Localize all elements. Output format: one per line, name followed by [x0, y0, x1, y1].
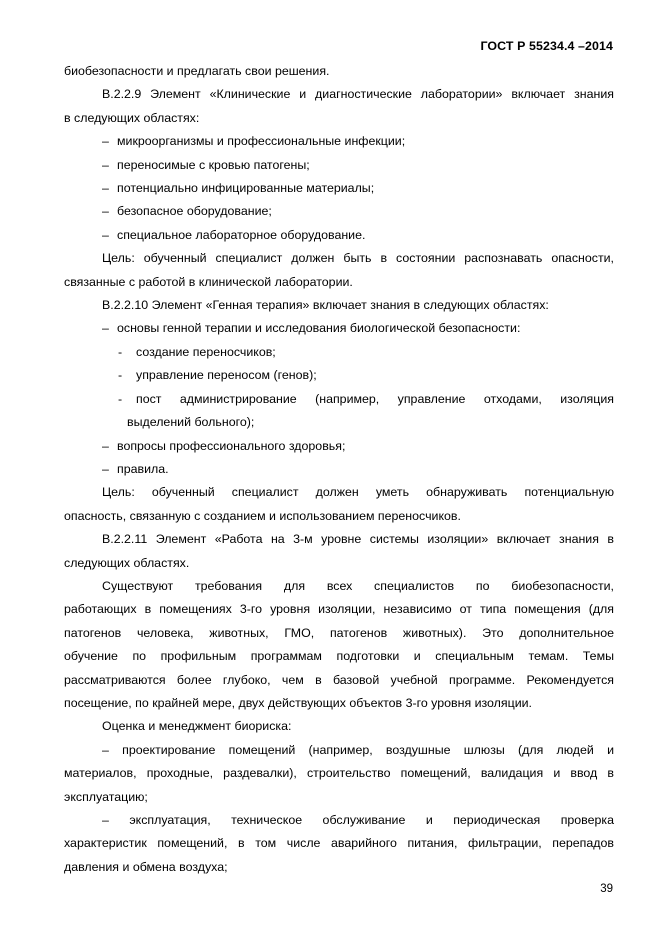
dash-marker: - [118, 368, 123, 383]
text-line: эксплуатацию; [64, 789, 148, 804]
dash-marker: – [102, 227, 109, 242]
text-line: Цель: обученный специалист должен быть в состоянии распознавать опасности, [102, 251, 614, 266]
dash-marker: – [102, 438, 109, 453]
text-line: биобезопасности и предлагать свои решения. [64, 64, 330, 78]
text-line: – проектирование помещений (например, воздушные шлюзы (для людей и [102, 742, 614, 757]
list-item: – переносимые с кровью патогены; [64, 154, 614, 177]
text-line: Существуют требования для всех специалистов по биобезопасности, [102, 578, 614, 593]
text-line: связанные с работой в клинической лаборатории. [64, 274, 353, 289]
sub-list-item: - пост администрирование (например, управление отходами, изоляция [64, 388, 614, 411]
text-line: рассматриваются более глубоко, чем в базовой учебной программе. Рекомендуется [64, 672, 614, 687]
list-item: – потенциально инфицированные материалы; [64, 177, 614, 200]
list-item: – микроорганизмы и профессиональные инфекции; [64, 130, 614, 153]
text-line: давления и обмена воздуха; [64, 859, 228, 874]
list-item: – правила. [64, 458, 614, 481]
document-body [64, 60, 614, 879]
text-line: патогенов человека, животных, ГМО, патогенов животных). Это дополнительное [64, 625, 614, 640]
dash-marker: – [102, 461, 109, 476]
sub-list-item: - управление переносом (генов); [64, 364, 614, 387]
text-line: опасность, связанную с созданием и использованием переносчиков. [64, 508, 461, 523]
document-header: ГОСТ Р 55234.4 –2014 [480, 39, 613, 53]
dash-marker: - [118, 391, 123, 406]
text-line: характеристик помещений, в том числе аварийного питания, фильтрации, перепадов [64, 836, 614, 851]
text-line: – эксплуатация, техническое обслуживание и периодическая проверка [102, 813, 614, 827]
dash-marker: – [102, 134, 109, 149]
dash-marker: - [118, 344, 123, 359]
text-line: посещение, по крайней мере, двух действующих объектов 3-го уровня изоляции. [64, 695, 532, 710]
dash-marker: – [102, 181, 109, 196]
dash-marker: – [102, 321, 109, 336]
text-line: работающих в помещениях 3-го уровня изоляции, независимо от типа помещения (для [64, 602, 614, 617]
list-item: – основы генной терапии и исследования биологической безопасности: [64, 317, 614, 340]
section-heading-b229: В.2.2.9 Элемент «Клинические и диагностические лаборатории» включает знания [102, 87, 614, 102]
text-line: в следующих областях: [64, 110, 200, 125]
list-item: – безопасное оборудование; [64, 200, 614, 223]
text-line: Оценка и менеджмент биориска: [102, 719, 292, 734]
text-line: следующих областях. [64, 555, 190, 570]
sub-list-item: - создание переносчиков; [64, 341, 614, 364]
dash-marker: – [102, 157, 109, 172]
text-line: Цель: обученный специалист должен уметь обнаруживать потенциальную [102, 485, 614, 500]
list-item: – вопросы профессионального здоровья; [64, 435, 614, 458]
page-number: 39 [600, 883, 613, 895]
sub-list-item-continuation: выделений больного); [127, 415, 255, 430]
list-item: – специальное лабораторное оборудование. [64, 224, 614, 247]
text-line: обучение по профильным программам подготовки и специальным темам. Темы [64, 649, 614, 664]
section-heading-b2211: В.2.2.11 Элемент «Работа на 3-м уровне системы изоляции» включает знания в [102, 532, 614, 547]
section-heading-b2210: В.2.2.10 Элемент «Генная терапия» включает знания в следующих областях: [102, 298, 549, 313]
text-line: материалов, проходные, раздевалки), строительство помещений, валидация и ввод в [64, 766, 614, 781]
dash-marker: – [102, 204, 109, 219]
